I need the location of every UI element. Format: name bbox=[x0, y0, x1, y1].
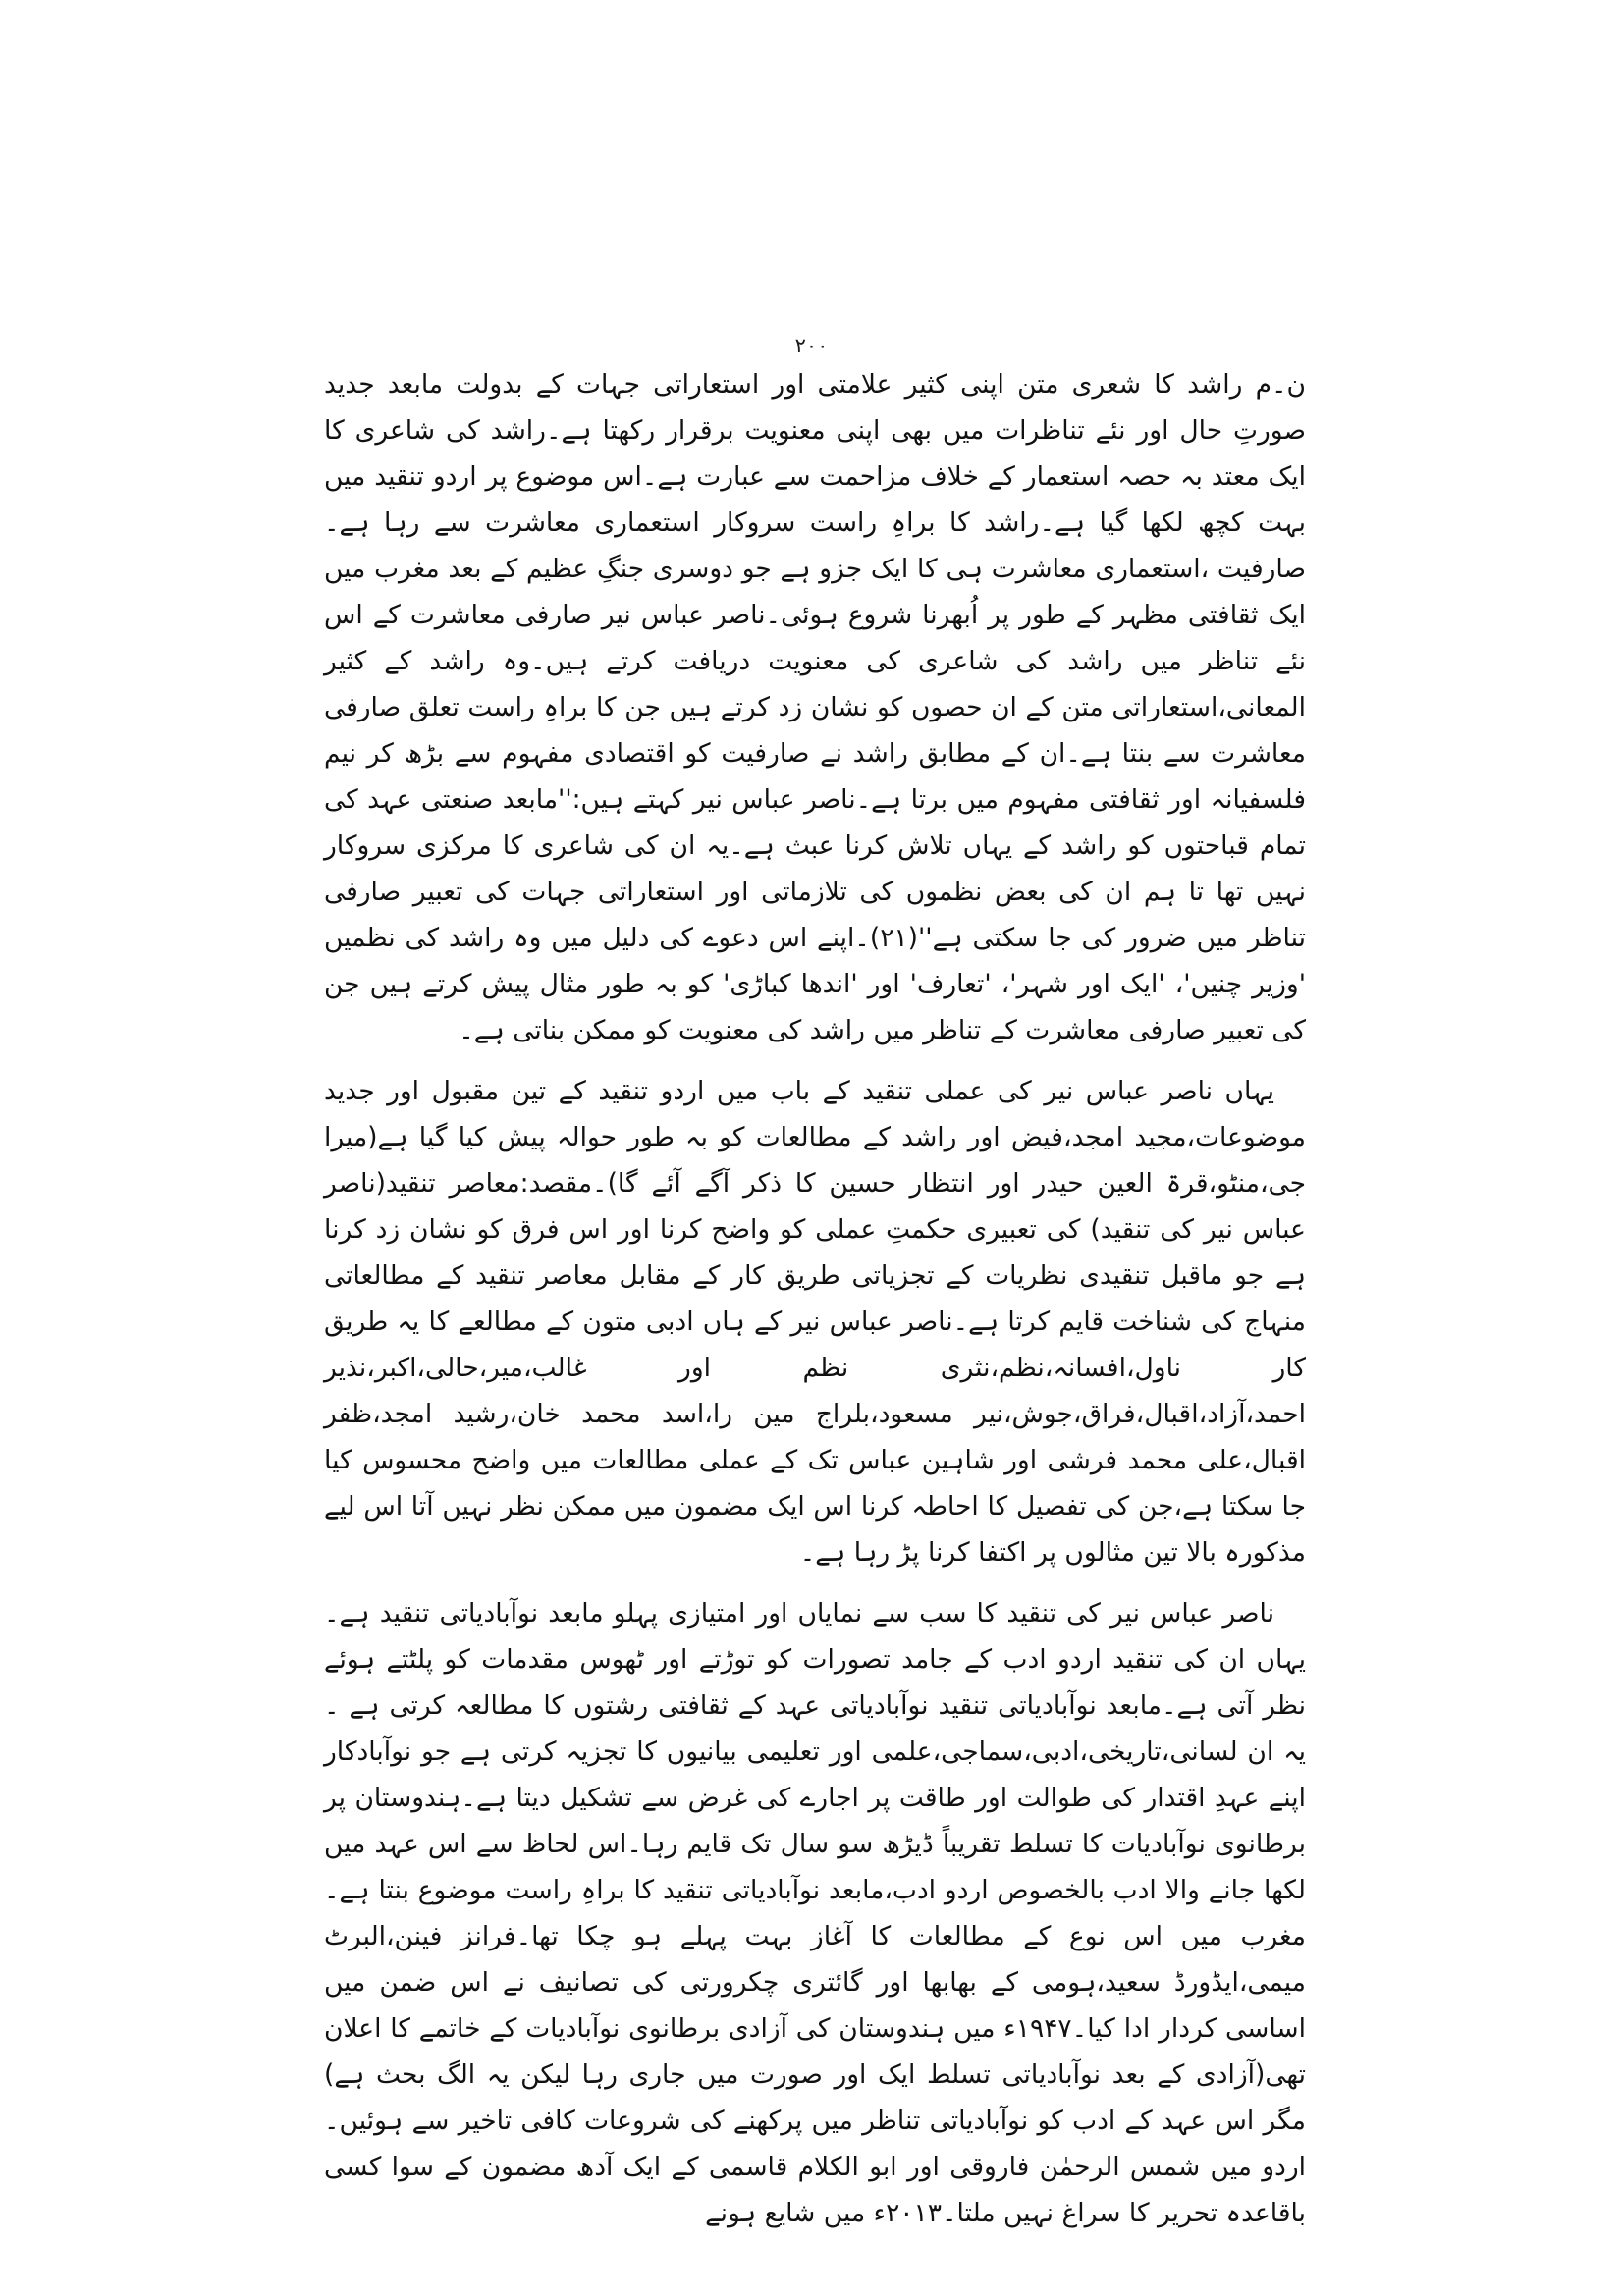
body-text bbox=[324, 361, 1306, 2251]
page-number: ۲۰۰ bbox=[794, 334, 829, 357]
paragraph-rashid: ن۔م راشد کا شعری متن اپنی کثیر علامتی اور استعاراتی جہات کے بدولت مابعد جدید صورتِ حال اور نئے تناظرات میں بھی اپنی معنویت برقرار رکھتا ہے۔راشد کی شاعری کا ایک معتد بہ حصہ استعمار کے خلاف مزاحمت سے عبارت ہے۔اس موضوع پر اردو تنقید میں بہت کچھ لکھا گیا ہے۔راشد کا براہِ راست سروکار استعماری معاشرت سے رہا ہے۔صارفیت ،استعماری معاشرت ہی کا ایک جزو ہے جو دوسری جنگِ عظیم کے بعد مغرب میں ایک ثقافتی مظہر کے طور پر اُبھرنا شروع ہوئی۔ناصر عباس نیر صارفی معاشرت کے اس نئے تناظر میں راشد کی شاعری کی معنویت دریافت کرتے ہیں۔وہ راشد کے کثیر المعانی،استعاراتی متن کے ان حصوں کو نشان زد کرتے ہیں جن کا براہِ راست تعلق صارفی معاشرت سے بنتا ہے۔ان کے مطابق راشد نے صارفیت کو اقتصادی مفہوم سے بڑھ کر نیم فلسفیانہ اور ثقافتی مفہوم میں برتا ہے۔ناصر عباس نیر کہتے ہیں:''مابعد صنعتی عہد کی تمام قباحتوں کو راشد کے یہاں تلاش کرنا عبث ہے۔یہ ان کی شاعری کا مرکزی سروکار نہیں تھا تا ہم ان کی بعض نظموں کی تلازماتی اور استعاراتی جہات کی تعبیر صارفی تناظر میں ضرور کی جا سکتی ہے''(۲۱)۔اپنے اس دعوے کی دلیل میں وہ راشد کی نظمیں 'وزیر چنیں'، 'ایک اور شہر'، 'تعارف' اور 'اندھا کباڑی' کو بہ طور مثال پیش کرتے ہیں جن کی تعبیر صارفی معاشرت کے تناظر میں راشد کی معنویت کو ممکن بناتی ہے۔ bbox=[324, 369, 1307, 1045]
paragraph-postcolonial-criticism: ناصر عباس نیر کی تنقید کا سب سے نمایاں اور امتیازی پہلو مابعد نوآبادیاتی تنقید ہے۔یہاں ان کی تنقید اردو ادب کے جامد تصورات کو توڑتے اور ٹھوس مقدمات کو پلٹتے ہوئے نظر آتی ہے۔مابعد نوآبادیاتی تنقید نوآبادیاتی عہد کے ثقافتی رشتوں کا مطالعہ کرتی ہے ۔ یہ ان لسانی،تاریخی،ادبی،سماجی،علمی اور تعلیمی بیانیوں کا تجزیہ کرتی ہے جو نوآبادکار اپنے عہدِ اقتدار کی طوالت اور طاقت پر اجارے کی غرض سے تشکیل دیتا ہے۔ہندوستان پر برطانوی نوآبادیات کا تسلط تقریباً ڈیڑھ سو سال تک قایم رہا۔اس لحاظ سے اس عہد میں لکھا جانے والا ادب بالخصوص اردو ادب،مابعد نوآبادیاتی تنقید کا براہِ راست موضوع بنتا ہے۔مغرب میں اس نوع کے مطالعات کا آغاز بہت پہلے ہو چکا تھا۔فرانز فینن،البرٹ میمی،ایڈورڈ سعید،ہومی کے بھابھا اور گائتری چکرورتی کی تصانیف نے اس ضمن میں اساسی کردار ادا کیا۔۱۹۴۷ء میں ہندوستان کی آزادی برطانوی نوآبادیات کے خاتمے کا اعلان تھی(آزادی کے بعد نوآبادیاتی تسلط ایک اور صورت میں جاری رہا لیکن یہ الگ بحث ہے) مگر اس عہد کے ادب کو نوآبادیاتی تناظر میں پرکھنے کی شروعات کافی تاخیر سے ہوئیں۔اردو میں شمس الرحمٰن فاروقی اور ابو الکلام قاسمی کے ایک آدھ مضمون کے سوا کسی باقاعدہ تحریر کا سراغ نہیں ملتا۔۲۰۱۳ء میں شایع ہونے bbox=[324, 1598, 1306, 2228]
paragraph-practical-criticism: یہاں ناصر عباس نیر کی عملی تنقید کے باب میں اردو تنقید کے تین مقبول اور جدید موضوعات،مجید امجد،فیض اور راشد کے مطالعات کو بہ طور حوالہ پیش کیا گیا ہے(میرا جی،منٹو،قرۃ العین حیدر اور انتظار حسین کا ذکر آگے آئے گا)۔مقصد:معاصر تنقید(ناصر عباس نیر کی تنقید) کی تعبیری حکمتِ عملی کو واضح کرنا اور اس فرق کو نشان زد کرنا ہے جو ماقبل تنقیدی نظریات کے تجزیاتی طریق کار کے مقابل معاصر تنقید کے مطالعاتی منہاج کی شناخت قایم کرتا ہے۔ناصر عباس نیر کے ہاں ادبی متون کے مطالعے کا یہ طریق کار ناول،افسانہ،نظم،نثری نظم اور غالب،میر،حالی،اکبر،نذیر احمد،آزاد،اقبال،فراق،جوش،نیر مسعود،بلراج مین را،اسد محمد خان،رشید امجد،ظفر اقبال،علی محمد فرشی اور شاہین عباس تک کے عملی مطالعات میں واضح محسوس کیا جا سکتا ہے،جن کی تفصیل کا احاطہ کرنا اس ایک مضمون میں ممکن نظر نہیں آتا اس لیے مذکورہ بالا تین مثالوں پر اکتفا کرنا پڑ رہا ہے۔ bbox=[324, 1076, 1306, 1568]
